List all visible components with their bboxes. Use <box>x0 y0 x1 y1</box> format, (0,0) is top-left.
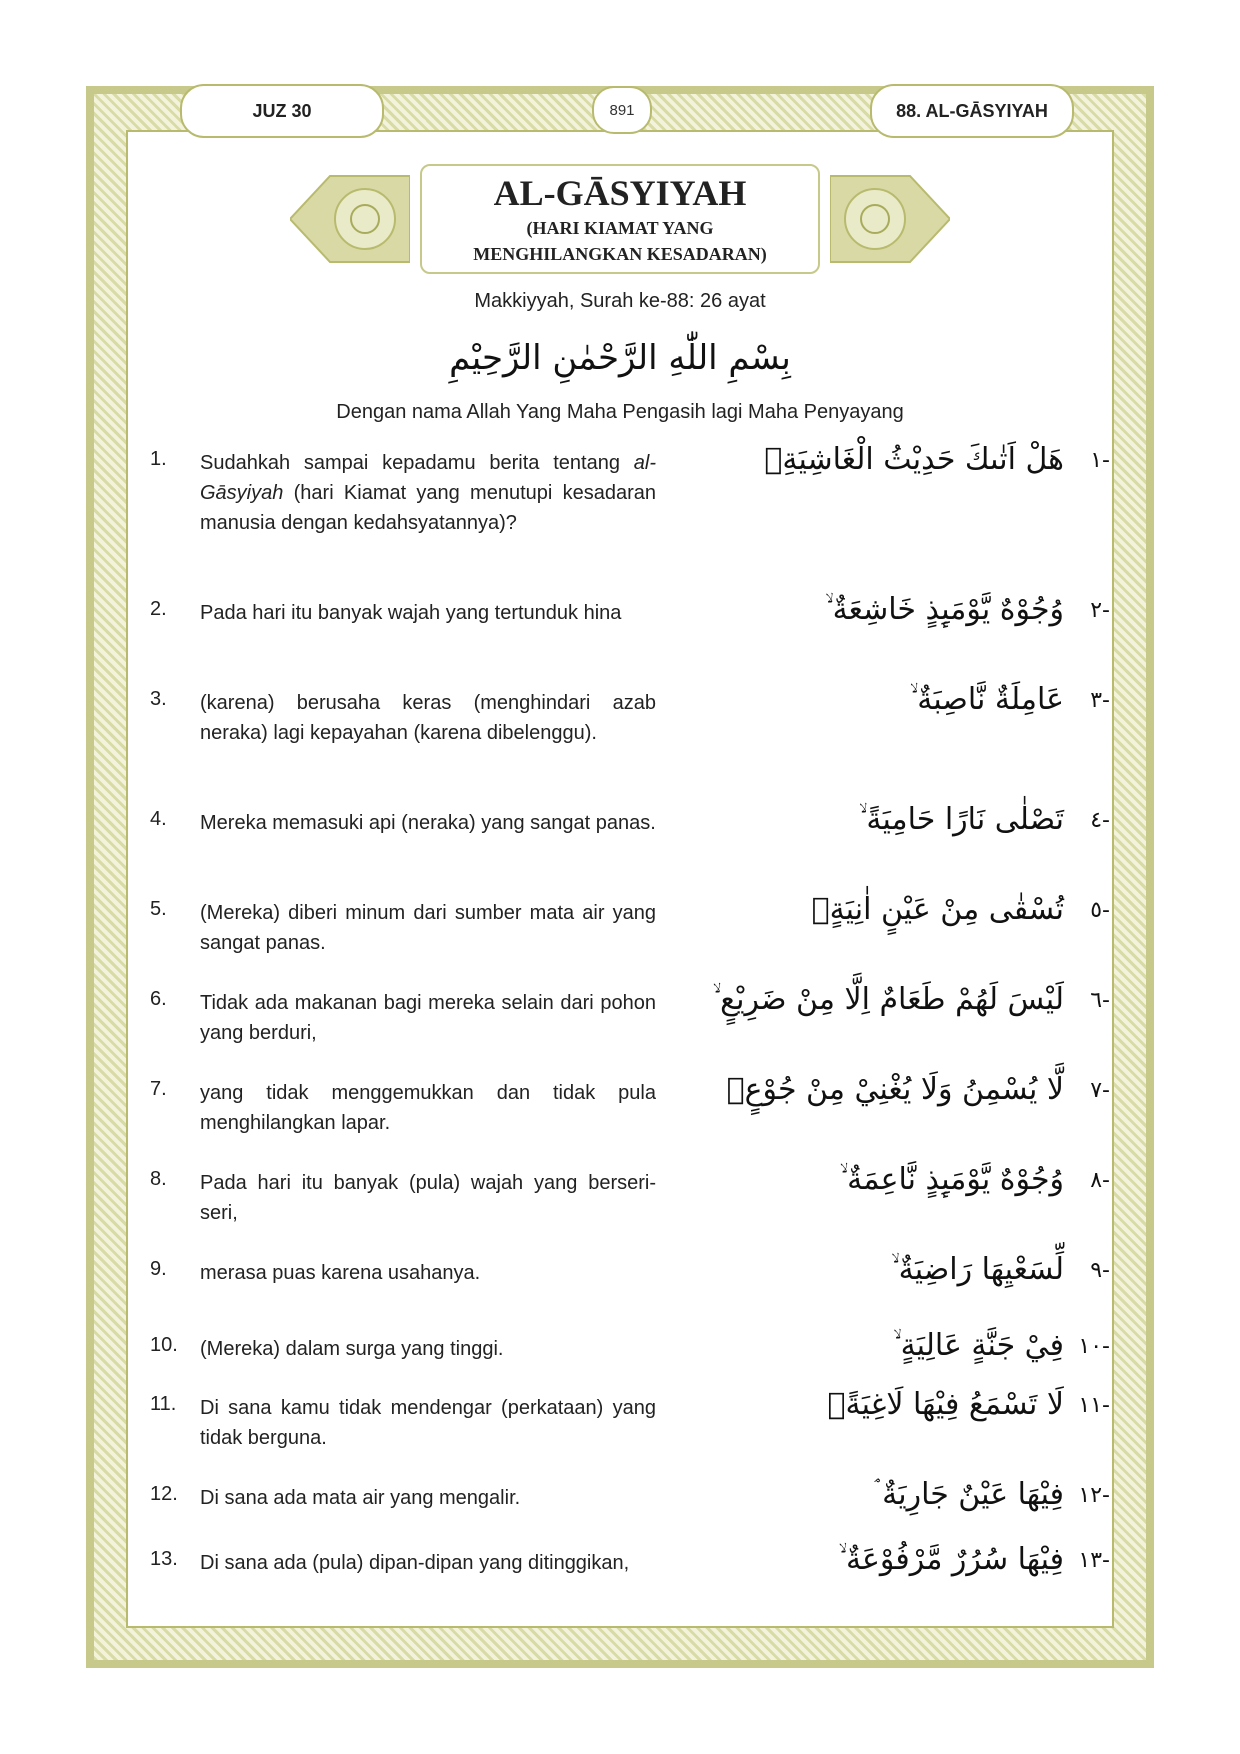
verse-arabic-number: -٥ <box>1090 898 1110 923</box>
verse-number: 10. <box>150 1334 178 1356</box>
verse-arabic-number: -٨ <box>1090 1168 1110 1193</box>
verse-arabic-number: -١٠ <box>1078 1334 1110 1359</box>
verse-number: 7. <box>150 1078 167 1100</box>
verse-arabic-number: -٩ <box>1090 1258 1110 1283</box>
verse-translation: Sudahkah sampai kepadamu berita tentang al-Gāsyiyah (hari Kiamat yang menutupi kesadaran manusia dengan kedahsyatannya)? <box>200 452 656 534</box>
verse-arabic: لَّا يُسْمِنُ وَلَا يُغْنِيْ مِنْ جُوْعٍۗ <box>726 1072 1064 1107</box>
verse-number: 1. <box>150 448 167 470</box>
surah-title: AL-GĀSYIYAH <box>493 173 747 213</box>
basmala-translation: Dengan nama Allah Yang Maha Pengasih lagi Maha Penyayang <box>336 401 904 423</box>
verse-arabic-number: -٧ <box>1090 1078 1110 1103</box>
verse-number: 2. <box>150 598 167 620</box>
verse-number: 8. <box>150 1168 167 1190</box>
verse-arabic: لَا تَسْمَعُ فِيْهَا لَاغِيَةًۗ <box>827 1387 1064 1422</box>
verse-arabic: فِيْهَا سُرُرٌ مَّرْفُوْعَةٌ ۙ <box>838 1542 1064 1577</box>
verse-translation: Di sana ada (pula) dipan-dipan yang ditinggikan, <box>200 1552 630 1574</box>
page-number: 891 <box>592 86 652 134</box>
verse-translation: Di sana ada mata air yang mengalir. <box>200 1487 521 1509</box>
basmala: بِسْمِ اللّٰهِ الرَّحْمٰنِ الرَّحِيْمِ <box>449 338 791 378</box>
verse-translation: Pada hari itu banyak (pula) wajah yang berseri-seri, <box>200 1172 656 1224</box>
surah-subtitle-line2: MENGHILANGKAN KESADARAN) <box>473 244 767 264</box>
verse-translation: Mereka memasuki api (neraka) yang sangat panas. <box>200 812 656 834</box>
verse-arabic-number: -١ <box>1090 448 1110 473</box>
surah-subtitle-line1: (HARI KIAMAT YANG <box>526 218 714 238</box>
verse-number: 6. <box>150 988 167 1010</box>
verse-arabic: وُجُوْهٌ يَّوْمَىِٕذٍ خَاشِعَةٌ ۙ <box>825 592 1064 627</box>
verse-number: 5. <box>150 898 167 920</box>
verse-arabic: فِيْهَا عَيْنٌ جَارِيَةٌ ۘ <box>874 1477 1064 1512</box>
verse-translation: yang tidak menggemukkan dan tidak pula menghilangkan lapar. <box>200 1082 656 1134</box>
verse-translation: Di sana kamu tidak mendengar (perkataan) yang tidak berguna. <box>200 1397 656 1449</box>
verse-translation: Tidak ada makanan bagi mereka selain dari pohon yang berduri, <box>200 992 656 1044</box>
right-ornament-icon <box>830 168 950 270</box>
verse-translation: (karena) berusaha keras (menghindari azab neraka) lagi kepayahan (karena dibelenggu). <box>200 692 656 744</box>
verse-arabic: تُسْقٰى مِنْ عَيْنٍ اٰنِيَةٍۗ <box>811 892 1064 927</box>
juz-label: JUZ 30 <box>180 84 384 138</box>
verse-translation: merasa puas karena usahanya. <box>200 1262 481 1284</box>
title-cartouche <box>290 164 950 274</box>
verse-arabic-number: -٤ <box>1090 808 1110 833</box>
verse-arabic: تَصْلٰى نَارًا حَامِيَةً ۙ <box>858 802 1064 837</box>
verse-arabic-number: -١١ <box>1078 1393 1110 1418</box>
verse-arabic-number: -١٣ <box>1078 1548 1110 1573</box>
verse-translation: Pada hari itu banyak wajah yang tertunduk hina <box>200 602 622 624</box>
verse-number: 11. <box>150 1393 177 1415</box>
verse-arabic: فِيْ جَنَّةٍ عَالِيَةٍ ۙ <box>893 1328 1064 1363</box>
verse-arabic-number: -١٢ <box>1078 1483 1110 1508</box>
surah-info: Makkiyyah, Surah ke-88: 26 ayat <box>474 290 766 312</box>
left-ornament-icon <box>290 168 410 270</box>
verse-number: 9. <box>150 1258 167 1280</box>
verse-arabic-number: -٣ <box>1090 688 1110 713</box>
verse-arabic: وُجُوْهٌ يَّوْمَىِٕذٍ نَّاعِمَةٌ ۙ <box>839 1162 1064 1197</box>
verse-number: 4. <box>150 808 167 830</box>
verse-arabic-number: -٢ <box>1090 598 1110 623</box>
verse-arabic: عَامِلَةٌ نَّاصِبَةٌ ۙ <box>909 682 1064 717</box>
verse-arabic-number: -٦ <box>1090 988 1110 1013</box>
verse-number: 3. <box>150 688 167 710</box>
verse-number: 12. <box>150 1483 178 1505</box>
verse-translation: (Mereka) dalam surga yang tinggi. <box>200 1338 504 1360</box>
verse-arabic: لَيْسَ لَهُمْ طَعَامٌ اِلَّا مِنْ ضَرِيْعٍ ۙ <box>712 982 1064 1017</box>
verse-number: 13. <box>150 1548 178 1570</box>
verse-arabic: هَلْ اَتٰىكَ حَدِيْثُ الْغَاشِيَةِۗ <box>764 442 1064 477</box>
surah-label: 88. AL-GĀSYIYAH <box>870 84 1074 138</box>
title-box <box>420 164 820 274</box>
verse-arabic: لِّسَعْيِهَا رَاضِيَةٌ ۙ <box>891 1252 1064 1287</box>
verse-translation: (Mereka) diberi minum dari sumber mata air yang sangat panas. <box>200 902 656 954</box>
